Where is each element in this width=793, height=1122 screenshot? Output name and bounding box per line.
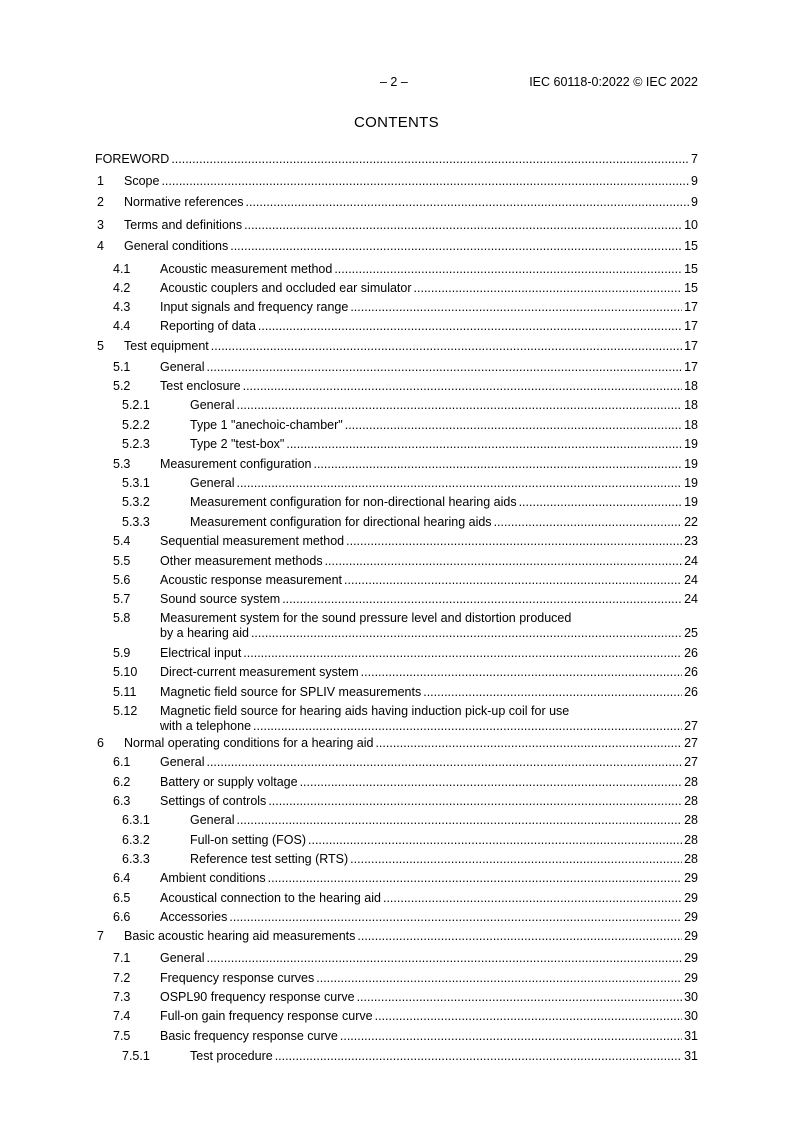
toc-entry-title: Measurement configuration: [160, 457, 312, 471]
toc-entry-number: 5.2.3: [122, 437, 150, 451]
dot-leader: [423, 685, 682, 699]
dot-leader: [340, 1029, 682, 1043]
dot-leader: [258, 319, 682, 333]
dot-leader: [300, 775, 683, 789]
toc-entry-title: Normative references: [124, 195, 244, 209]
toc-entry-title: Full-on gain frequency response curve: [160, 1009, 373, 1023]
dot-leader: [253, 719, 682, 733]
toc-entry-title: Sequential measurement method: [160, 534, 345, 548]
toc-entry[interactable]: [95, 476, 698, 490]
toc-entry[interactable]: [95, 495, 698, 509]
toc-entry-number: 4.2: [113, 281, 131, 295]
toc-entry[interactable]: [95, 515, 698, 529]
toc-entry-number: 5: [97, 339, 104, 353]
toc-entry-number: 7.3: [113, 990, 131, 1004]
toc-entry[interactable]: [95, 755, 698, 769]
toc-entry-page: 26: [684, 646, 698, 660]
toc-entry-page: 19: [684, 476, 698, 490]
dot-leader: [316, 971, 682, 985]
dot-leader: [345, 418, 682, 432]
toc-entry-page: 10: [684, 218, 698, 232]
toc-entry-title: Measurement system for the sound pressure level and distortion produced: [160, 611, 572, 625]
dot-leader: [206, 755, 682, 769]
toc-entry-number: 6.6: [113, 910, 131, 924]
toc-entry[interactable]: [95, 1049, 698, 1063]
toc-entry-title: Electrical input: [160, 646, 242, 660]
toc-entry-title: Acoustic measurement method: [160, 262, 333, 276]
toc-entry[interactable]: [95, 379, 698, 393]
dot-leader: [361, 665, 682, 679]
dot-leader: [375, 736, 682, 750]
toc-entry-page: 15: [684, 262, 698, 276]
toc-entry-number: 5.1: [113, 360, 131, 374]
dot-leader: [375, 1009, 682, 1023]
toc-entry[interactable]: [95, 910, 698, 924]
dot-leader: [230, 239, 682, 253]
toc-entry[interactable]: [95, 951, 698, 965]
toc-entry-number: 7.2: [113, 971, 131, 985]
toc-entry[interactable]: [95, 775, 698, 789]
toc-entry[interactable]: [95, 891, 698, 905]
toc-entry-page: 30: [684, 1009, 698, 1023]
toc-entry-title: Other measurement methods: [160, 554, 323, 568]
toc-entry-page: 15: [684, 281, 698, 295]
toc-entry[interactable]: [95, 152, 698, 166]
toc-entry-title: Test equipment: [124, 339, 209, 353]
toc-entry-page: 18: [684, 379, 698, 393]
toc-entry-number: 5.6: [113, 573, 131, 587]
toc-entry[interactable]: [95, 685, 698, 699]
toc-entry-number: 6.1: [113, 755, 131, 769]
toc-entry[interactable]: [95, 281, 698, 295]
toc-entry-title: General: [160, 951, 205, 965]
toc-entry[interactable]: [95, 1009, 698, 1023]
toc-entry-page: 24: [684, 592, 698, 606]
toc-entry[interactable]: [95, 239, 698, 253]
toc-entry-number: 6.3: [113, 794, 131, 808]
toc-entry-title: Normal operating conditions for a hearing aid: [124, 736, 374, 750]
dot-leader: [206, 951, 682, 965]
toc-entry[interactable]: [95, 174, 698, 188]
toc-entry-number: 5.9: [113, 646, 131, 660]
toc-entry-title: Direct-current measurement system: [160, 665, 359, 679]
toc-entry-title: Acoustic couplers and occluded ear simulator: [160, 281, 412, 295]
dot-leader: [206, 360, 682, 374]
toc-entry-title: Basic acoustic hearing aid measurements: [124, 929, 356, 943]
dot-leader: [346, 534, 682, 548]
toc-entry-page: 15: [684, 239, 698, 253]
toc-entry-number: 5.4: [113, 534, 131, 548]
toc-entry-number: 4: [97, 239, 104, 253]
toc-entry-page: 25: [684, 626, 698, 640]
toc-entry-title: Ambient conditions: [160, 871, 266, 885]
dot-leader: [494, 515, 683, 529]
toc-entry[interactable]: [95, 573, 698, 587]
toc-entry[interactable]: [95, 418, 698, 432]
toc-entry-number: 6.3.2: [122, 833, 150, 847]
toc-entry-page: 29: [684, 929, 698, 943]
toc-entry[interactable]: [95, 218, 698, 232]
dot-leader: [211, 339, 682, 353]
toc-entry-title: Reporting of data: [160, 319, 256, 333]
toc-entry-page: 17: [684, 339, 698, 353]
toc-entry-page: 27: [684, 736, 698, 750]
toc-entry-title: Test enclosure: [160, 379, 241, 393]
toc-entry-number: 7: [97, 929, 104, 943]
toc-entry[interactable]: [95, 554, 698, 568]
toc-entry-number: 7.5.1: [122, 1049, 150, 1063]
dot-leader: [251, 626, 682, 640]
toc-entry-title: Accessories: [160, 910, 228, 924]
toc-entry[interactable]: [95, 262, 698, 276]
dot-leader: [243, 646, 682, 660]
toc-entry[interactable]: [95, 646, 698, 660]
toc-entry-page: 28: [684, 813, 698, 827]
toc-entry-page: 27: [684, 719, 698, 733]
toc-entry-page: 24: [684, 554, 698, 568]
toc-entry[interactable]: [95, 736, 698, 750]
toc-entry-title: Frequency response curves: [160, 971, 315, 985]
dot-leader: [236, 813, 682, 827]
toc-entry[interactable]: [95, 794, 698, 808]
toc-entry-title: Magnetic field source for hearing aids having induction pick-up coil for use: [160, 704, 570, 718]
toc-entry-title: Acoustic response measurement: [160, 573, 343, 587]
toc-entry-number: 5.10: [113, 665, 138, 679]
toc-entry-title: General conditions: [124, 239, 229, 253]
dot-leader: [171, 152, 689, 166]
toc-entry-page: 27: [684, 755, 698, 769]
toc-entry[interactable]: [95, 339, 698, 353]
page-number-header: – 2 –: [380, 75, 408, 89]
toc-entry[interactable]: [95, 437, 698, 451]
dot-leader: [236, 398, 682, 412]
dot-leader: [357, 990, 683, 1004]
toc-entry-page: 29: [684, 951, 698, 965]
toc-entry-title: Full-on setting (FOS): [190, 833, 307, 847]
toc-entry-title: Terms and definitions: [124, 218, 243, 232]
toc-entry-number: 7.5: [113, 1029, 131, 1043]
toc-entry-number: 5.8: [113, 611, 131, 625]
toc-entry[interactable]: [95, 833, 698, 847]
toc-entry-page: 31: [684, 1029, 698, 1043]
toc-entry-number: 5.2.1: [122, 398, 150, 412]
toc-entry-number: 5.3.2: [122, 495, 150, 509]
toc-entry-title: Scope: [124, 174, 160, 188]
toc-entry-page: 28: [684, 794, 698, 808]
toc-entry-title: General: [190, 476, 235, 490]
toc-entry-number: 5.2.2: [122, 418, 150, 432]
toc-entry[interactable]: [95, 871, 698, 885]
toc-entry-number: 5.12: [113, 704, 138, 718]
toc-entry-number: 5.5: [113, 554, 131, 568]
dot-leader: [344, 573, 682, 587]
toc-entry-title: General: [160, 360, 205, 374]
dot-leader: [229, 910, 682, 924]
toc-entry-page: 28: [684, 775, 698, 789]
toc-entry[interactable]: [95, 534, 698, 548]
toc-entry-number: 5.3: [113, 457, 131, 471]
toc-entry-number: 6.2: [113, 775, 131, 789]
dot-leader: [286, 437, 682, 451]
toc-entry-page: 23: [684, 534, 698, 548]
toc-entry-title: General: [160, 755, 205, 769]
toc-entry-page: 17: [684, 300, 698, 314]
dot-leader: [243, 379, 682, 393]
toc-entry-number: 5.3.3: [122, 515, 150, 529]
toc-entry-title: OSPL90 frequency response curve: [160, 990, 355, 1004]
toc-entry-page: 19: [684, 495, 698, 509]
toc-entry-page: 31: [684, 1049, 698, 1063]
page-title: CONTENTS: [354, 114, 439, 131]
dot-leader: [275, 1049, 682, 1063]
toc-entry-number: 5.3.1: [122, 476, 150, 490]
toc-entry-title: Sound source system: [160, 592, 281, 606]
dot-leader: [244, 218, 682, 232]
toc-entry[interactable]: [95, 990, 698, 1004]
toc-entry-page: 26: [684, 685, 698, 699]
dot-leader: [313, 457, 682, 471]
toc-entry[interactable]: [95, 611, 698, 640]
dot-leader: [268, 794, 682, 808]
dot-leader: [268, 871, 682, 885]
toc-entry-page: 30: [684, 990, 698, 1004]
toc-entry-number: 6.3.1: [122, 813, 150, 827]
toc-entry-title: Acoustical connection to the hearing aid: [160, 891, 381, 905]
toc-entry-page: 9: [691, 174, 698, 188]
toc-entry-title: Test procedure: [190, 1049, 273, 1063]
dot-leader: [414, 281, 683, 295]
toc-entry-number: 5.7: [113, 592, 131, 606]
toc-entry[interactable]: [95, 1029, 698, 1043]
toc-entry-page: 29: [684, 971, 698, 985]
toc-entry-page: 19: [684, 457, 698, 471]
toc-entry-number: 4.4: [113, 319, 131, 333]
dot-leader: [161, 174, 689, 188]
dot-leader: [350, 300, 682, 314]
toc-entry-page: 29: [684, 891, 698, 905]
dot-leader: [246, 195, 690, 209]
toc-entry-number: 7.4: [113, 1009, 131, 1023]
toc-entry-title: General: [190, 813, 235, 827]
toc-entry-title: Measurement configuration for non-directional hearing aids: [190, 495, 517, 509]
dot-leader: [383, 891, 682, 905]
toc-entry[interactable]: [95, 929, 698, 943]
toc-entry-title: Basic frequency response curve: [160, 1029, 338, 1043]
toc-entry-number: 5.2: [113, 379, 131, 393]
toc-entry-number: 4.3: [113, 300, 131, 314]
toc-entry-title: Type 2 "test-box": [190, 437, 285, 451]
dot-leader: [350, 852, 682, 866]
toc-entry-page: 7: [691, 152, 698, 166]
toc-entry-page: 19: [684, 437, 698, 451]
toc-entry-title: FOREWORD: [95, 152, 170, 166]
toc-entry[interactable]: [95, 665, 698, 679]
toc-entry-title: Settings of controls: [160, 794, 267, 808]
toc-entry-number: 1: [97, 174, 104, 188]
toc-entry[interactable]: [95, 360, 698, 374]
toc-entry[interactable]: [95, 971, 698, 985]
toc-entry-number: 7.1: [113, 951, 131, 965]
toc-entry-number: 5.11: [113, 685, 137, 699]
toc-entry[interactable]: [95, 319, 698, 333]
toc-entry-title: General: [190, 398, 235, 412]
toc-entry[interactable]: [95, 300, 698, 314]
toc-entry-page: 22: [684, 515, 698, 529]
toc-entry-number: 4.1: [113, 262, 131, 276]
toc-entry[interactable]: [95, 457, 698, 471]
dot-leader: [282, 592, 682, 606]
toc-entry[interactable]: [95, 852, 698, 866]
toc-entry-page: 28: [684, 852, 698, 866]
dot-leader: [334, 262, 682, 276]
dot-leader: [308, 833, 682, 847]
dot-leader: [357, 929, 682, 943]
toc-entry-page: 29: [684, 871, 698, 885]
toc-entry-title: Type 1 "anechoic-chamber": [190, 418, 343, 432]
toc-entry-page: 9: [691, 195, 698, 209]
toc-entry-page: 24: [684, 573, 698, 587]
toc-entry-number: 6.5: [113, 891, 131, 905]
toc-entry-title-continued: by a hearing aid: [160, 626, 249, 640]
toc-entry[interactable]: [95, 398, 698, 412]
toc-entry-title: Magnetic field source for SPLIV measurements: [160, 685, 422, 699]
dot-leader: [325, 554, 683, 568]
toc-entry-page: 17: [684, 319, 698, 333]
toc-entry[interactable]: [95, 195, 698, 209]
dot-leader: [236, 476, 682, 490]
toc-entry[interactable]: [95, 813, 698, 827]
toc-entry-page: 17: [684, 360, 698, 374]
toc-entry[interactable]: [95, 704, 698, 733]
dot-leader: [519, 495, 683, 509]
toc-entry-title-continued: with a telephone: [160, 719, 252, 733]
toc-entry-number: 6.4: [113, 871, 131, 885]
toc-entry-number: 6.3.3: [122, 852, 150, 866]
toc-entry-page: 18: [684, 418, 698, 432]
toc-entry-page: 28: [684, 833, 698, 847]
toc-entry-number: 3: [97, 218, 104, 232]
toc-entry-title: Reference test setting (RTS): [190, 852, 349, 866]
toc-entry-number: 6: [97, 736, 104, 750]
toc-entry[interactable]: [95, 592, 698, 606]
toc-entry-page: 18: [684, 398, 698, 412]
toc-entry-title: Input signals and frequency range: [160, 300, 349, 314]
toc-entry-page: 29: [684, 910, 698, 924]
toc-entry-title: Measurement configuration for directional hearing aids: [190, 515, 492, 529]
standard-reference-header: IEC 60118-0:2022 © IEC 2022: [529, 75, 698, 89]
toc-entry-title: Battery or supply voltage: [160, 775, 298, 789]
toc-entry-number: 2: [97, 195, 104, 209]
toc-entry-page: 26: [684, 665, 698, 679]
